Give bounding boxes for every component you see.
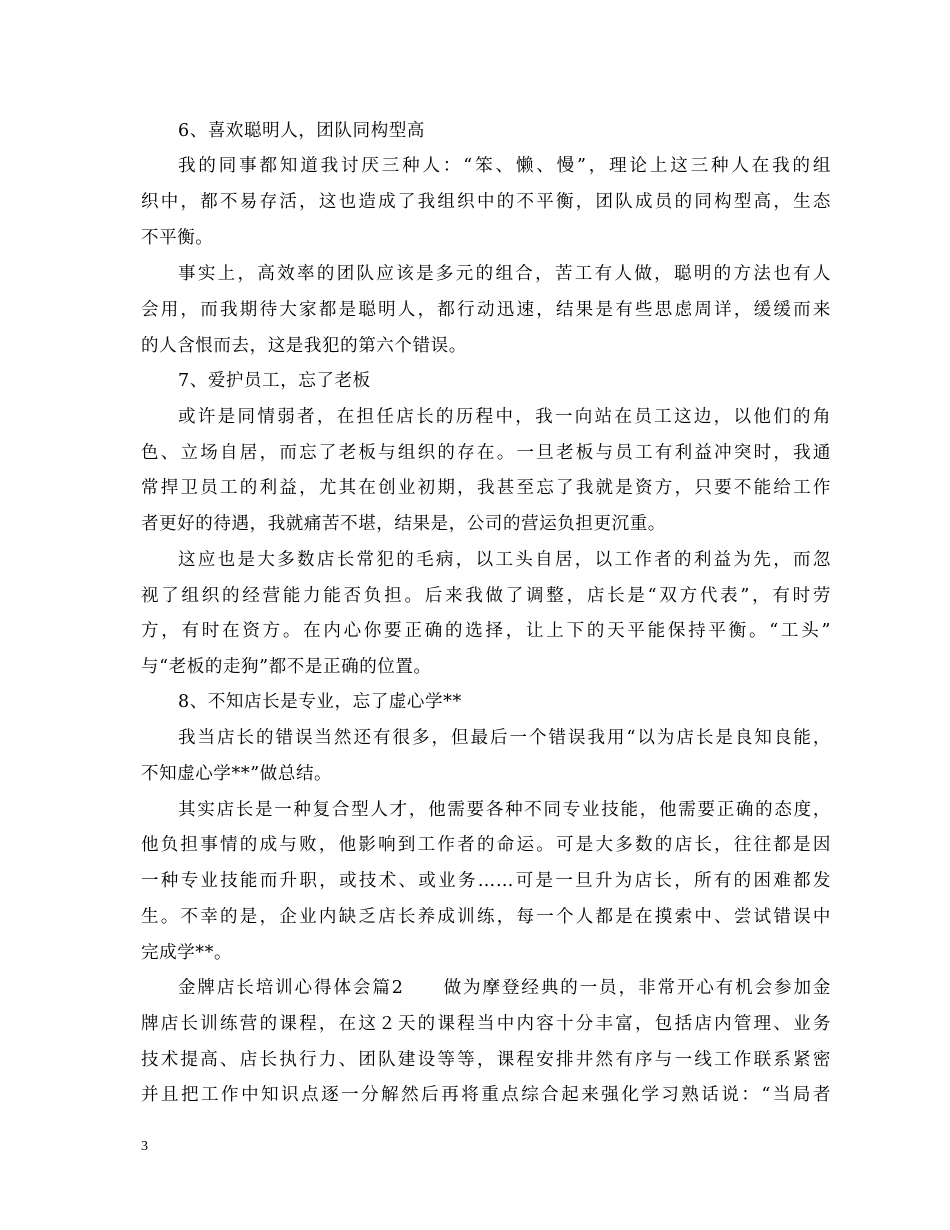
paragraph-line: 常捍卫员工的利益，尤其在创业初期，我甚至忘了我就是资方，只要不能给工作 [141,478,831,498]
paragraph-line: 与“老板的走狗”都不是正确的位置。 [141,657,432,677]
paragraph-line: 会用，而我期待大家都是聪明人，都行动迅速，结果是有些思虑周详，缓缓而来 [141,300,831,320]
paragraph-line: 完成学**。 [141,943,233,963]
paragraph-line: 方，有时在资方。在内心你要正确的选择，让上下的天平能保持平衡。“工头” [141,621,831,641]
heading-item-8: 8、不知店长是专业，忘了虚心学** [178,692,462,712]
paragraph-line: 色、立场自居，而忘了老板与组织的存在。一旦老板与员工有利益冲突时，我通 [141,443,831,463]
paragraph-line: 织中，都不易存活，这也造成了我组织中的不平衡，团队成员的同构型高，生态 [141,192,831,212]
paragraph-line: 并且把工作中知识点逐一分解然后再将重点综合起来强化学习熟话说：“当局者 [141,1085,831,1105]
paragraph-line: 我的同事都知道我讨厌三种人：“笨、懒、慢”，理论上这三种人在我的组 [178,156,831,176]
paragraph-line: 的人含恨而去，这是我犯的第六个错误。 [141,336,467,356]
paragraph-line: 事实上，高效率的团队应该是多元的组合，苦工有人做，聪明的方法也有人 [178,264,831,284]
section-heading-line: 金牌店长培训心得体会篇2 做为摩登经典的一员，非常开心有机会参加金 [178,978,831,998]
page-number: 3 [141,1139,148,1154]
paragraph-line: 者更好的待遇，我就痛苦不堪，结果是，公司的营运负担更沉重。 [141,514,666,534]
paragraph-line: 他负担事情的成与败，他影响到工作者的命运。可是大多数的店长，往往都是因 [141,835,831,855]
paragraph-line: 我当店长的错误当然还有很多，但最后一个错误我用“以为店长是良知良能， [178,728,831,748]
paragraph-line: 生。不幸的是，企业内缺乏店长养成训练，每一个人都是在摸索中、尝试错误中 [141,907,831,927]
heading-item-7: 7、爱护员工，忘了老板 [178,371,371,391]
paragraph-line: 这应也是大多数店长常犯的毛病，以工头自居，以工作者的利益为先，而忽 [178,550,831,570]
paragraph-line: 视了组织的经营能力能否负担。后来我做了调整，店长是“双方代表”，有时劳 [141,586,831,606]
paragraph-line: 其实店长是一种复合型人才，他需要各种不同专业技能，他需要正确的态度， [178,800,831,820]
paragraph-line: 牌店长训练营的课程，在这２天的课程当中内容十分丰富，包括店内管理、业务 [141,1014,831,1034]
paragraph-line: 技术提高、店长执行力、团队建设等等，课程安排井然有序与一线工作联系紧密 [141,1050,831,1070]
paragraph-line: 不知虚心学**”做总结。 [141,764,333,784]
paragraph-line: 或许是同情弱者，在担任店长的历程中，我一向站在员工这边，以他们的角 [178,407,831,427]
paragraph-line: 不平衡。 [141,228,214,248]
heading-item-6: 6、喜欢聪明人，团队同构型高 [178,121,426,141]
paragraph-line: 一种专业技能而升职，或技术、或业务……可是一旦升为店长，所有的困难都发 [141,871,831,891]
